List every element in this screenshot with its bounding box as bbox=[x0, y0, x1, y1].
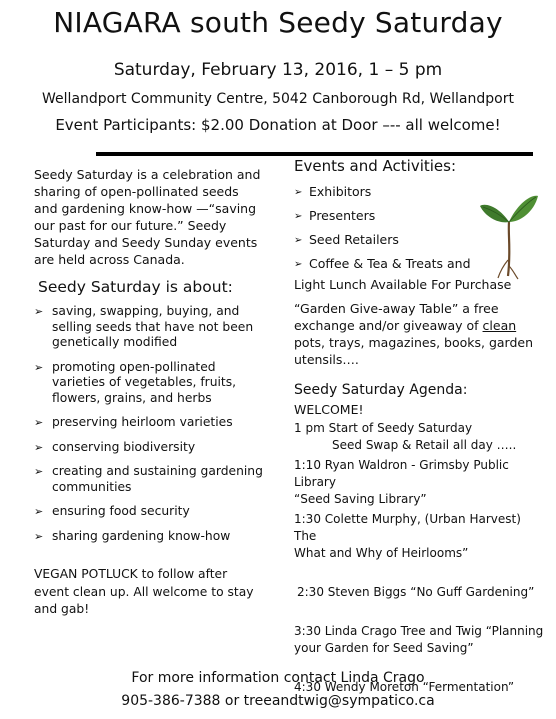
arrow-bullet-icon: ➢ bbox=[34, 440, 44, 454]
seedling-icon bbox=[478, 180, 540, 280]
arrow-bullet-icon: ➢ bbox=[294, 187, 303, 198]
footer-contact: For more information contact Linda Crago bbox=[131, 670, 425, 686]
about-list bbox=[34, 304, 266, 544]
list-item: ➢ creating and sustaining gardening communities bbox=[34, 464, 263, 494]
agenda-start: 1 pm Start of Seedy Saturday bbox=[294, 421, 473, 435]
list-item: ➢ Coffee & Tea & Treats and bbox=[294, 256, 471, 271]
agenda-seed-swap: Seed Swap & Retail all day ….. bbox=[332, 438, 517, 452]
agenda-3-30-line1: 3:30 Linda Crago Tree and Twig “Planning bbox=[294, 624, 544, 638]
list-item: ➢ Exhibitors bbox=[294, 184, 372, 199]
list-item: ➢ saving, swapping, buying, and selling seeds that have not been genetically modified bbox=[34, 304, 254, 349]
list-item: ➢ promoting open-pollinated varieties of vegetables, fruits, flowers, grains, and herbs bbox=[34, 359, 237, 405]
list-item: ➢ Seed Retailers bbox=[294, 232, 399, 247]
arrow-bullet-icon: ➢ bbox=[34, 529, 44, 543]
arrow-bullet-icon: ➢ bbox=[294, 211, 303, 222]
giveaway-paragraph: “Garden Give-away Table” a free exchange and/or giveaway of clean pots, trays, magazines, books, garden utensils…. bbox=[294, 301, 534, 367]
light-lunch-text: Light Lunch Available For Purchase bbox=[294, 277, 512, 292]
list-item: ➢ preserving heirloom varieties bbox=[34, 415, 233, 429]
agenda-3-30-line2: your Garden for Seed Saving” bbox=[294, 641, 474, 655]
intro-paragraph: Seedy Saturday is a celebration and sharing of open-pollinated seeds and gardening know-how —“saving our past for our future.” Seedy Saturday and Seedy Sunday events are held across Canada. bbox=[34, 167, 261, 267]
arrow-bullet-icon: ➢ bbox=[34, 465, 44, 478]
agenda-1-30-line2: What and Why of Heirlooms” bbox=[294, 546, 469, 560]
event-venue: Wellandport Community Centre, 5042 Canborough Rd, Wellandport bbox=[42, 91, 514, 107]
agenda-heading: Seedy Saturday Agenda: bbox=[294, 382, 468, 398]
divider-rule bbox=[96, 152, 533, 156]
agenda-1-10-line1: 1:10 Ryan Waldron - Grimsby Public Library bbox=[294, 458, 509, 489]
left-column bbox=[34, 166, 266, 619]
potluck-note: VEGAN POTLUCK to follow after event clean up. All welcome to stay and gab! bbox=[34, 567, 254, 616]
arrow-bullet-icon: ➢ bbox=[34, 305, 44, 318]
list-item: ➢ conserving biodiversity bbox=[34, 439, 196, 454]
list-item: ➢ ensuring food security bbox=[34, 504, 190, 518]
arrow-bullet-icon: ➢ bbox=[34, 416, 44, 429]
agenda-2-30: 2:30 Steven Biggs “No Guff Gardening” bbox=[297, 585, 535, 599]
about-heading: Seedy Saturday is about: bbox=[38, 278, 233, 296]
arrow-bullet-icon: ➢ bbox=[34, 505, 44, 518]
event-title: NIAGARA south Seedy Saturday bbox=[53, 6, 503, 39]
list-item: ➢ sharing gardening know-how bbox=[34, 528, 231, 543]
agenda-welcome: WELCOME! bbox=[294, 402, 364, 417]
event-participants: Event Participants: $2.00 Donation at Door –-- all welcome! bbox=[55, 116, 501, 134]
agenda-1-10-line2: “Seed Saving Library” bbox=[294, 492, 427, 506]
arrow-bullet-icon: ➢ bbox=[294, 235, 303, 246]
list-item: ➢ Presenters bbox=[294, 208, 376, 223]
events-heading: Events and Activities: bbox=[294, 157, 457, 175]
agenda-1-30-line1: 1:30 Colette Murphy, (Urban Harvest) The bbox=[294, 512, 521, 543]
arrow-bullet-icon: ➢ bbox=[294, 259, 303, 270]
footer-phone-email: 905-386-7388 or treeandtwig@sympatico.ca bbox=[121, 693, 435, 709]
event-date: Saturday, February 13, 2016, 1 – 5 pm bbox=[113, 60, 443, 80]
arrow-bullet-icon: ➢ bbox=[34, 360, 44, 374]
agenda-4-30: 4:30 Wendy Moreton “Fermentation” bbox=[294, 680, 515, 694]
